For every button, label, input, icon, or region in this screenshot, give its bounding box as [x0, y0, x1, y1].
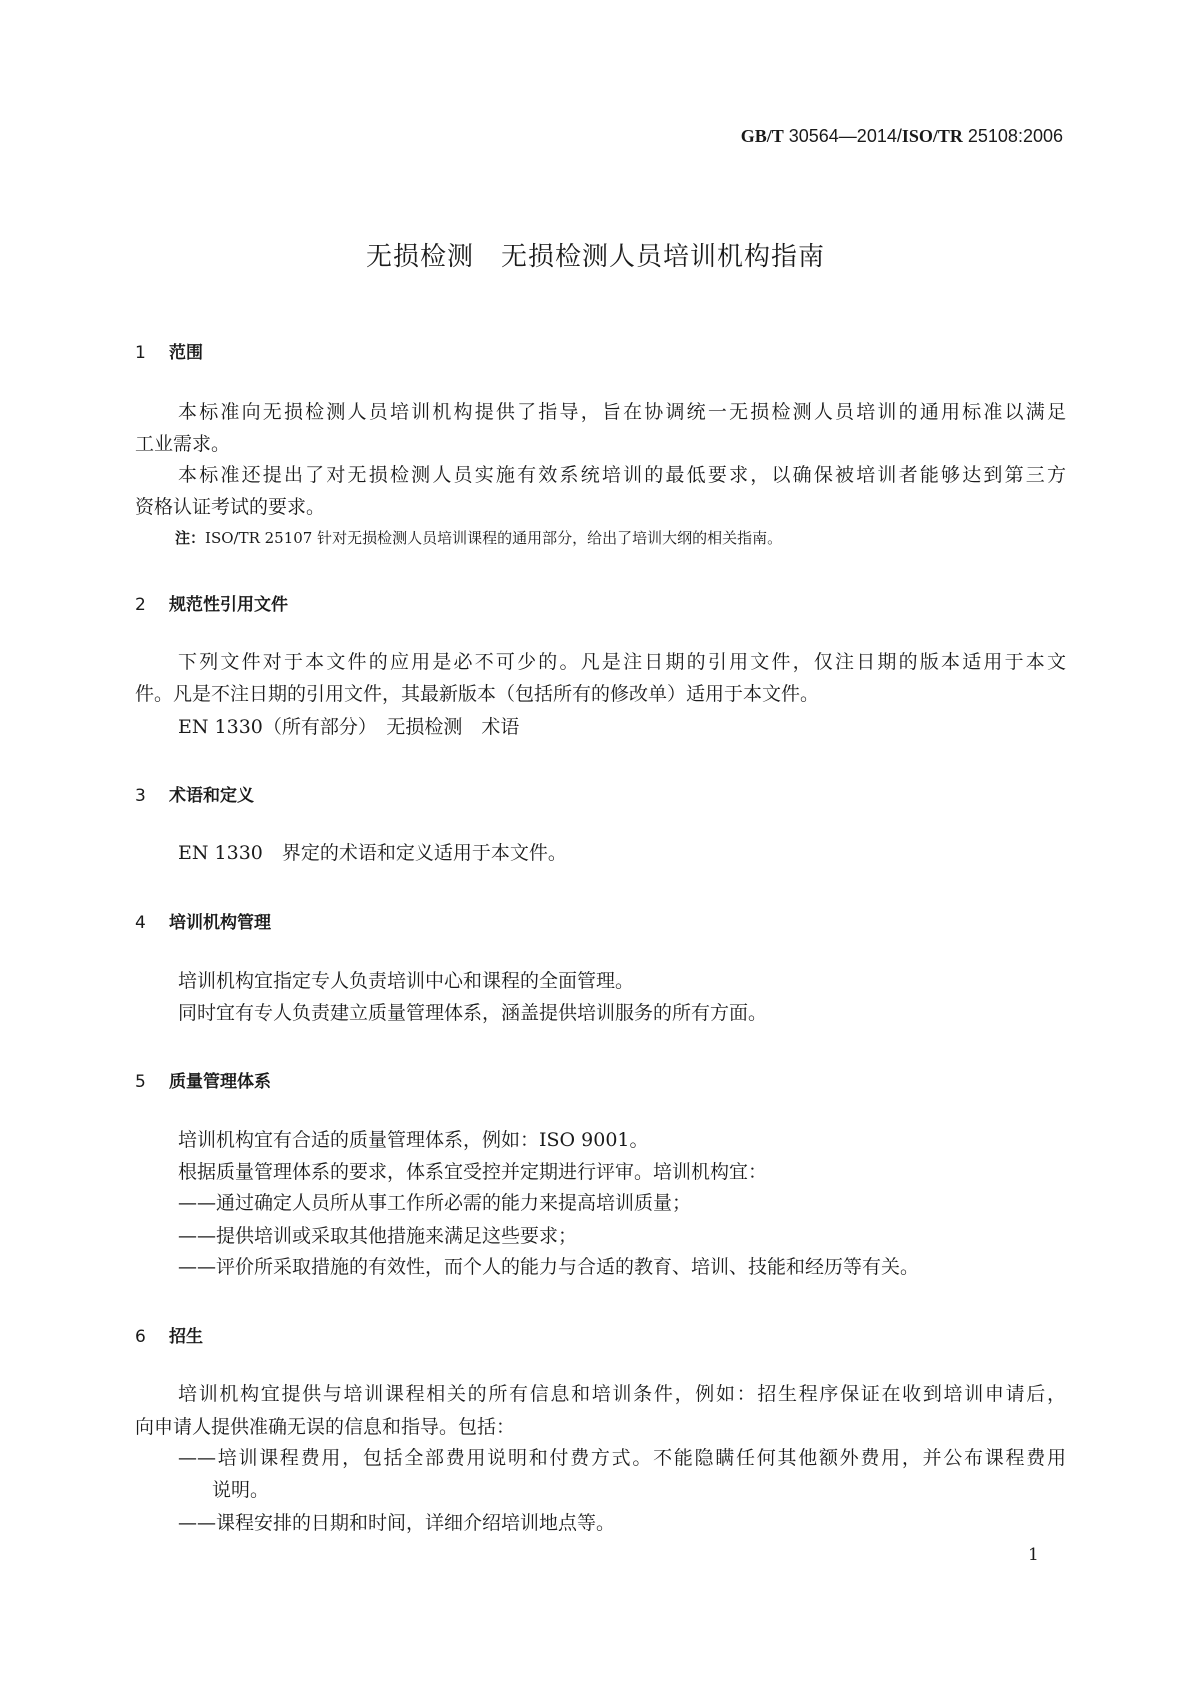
- paragraph-line: EN 1330 界定的术语和定义适用于本文件。: [178, 842, 567, 864]
- section-heading-5: 5 质量管理体系: [135, 1072, 271, 1092]
- paragraph-line: 培训机构宜提供与培训课程相关的所有信息和培训条件，例如：招生程序保证在收到培训申请后，: [178, 1383, 1066, 1405]
- standard-code-header: GB/T 30564—2014/ISO/TR 25108:2006: [740, 126, 1063, 146]
- list-item-continuation: 说明。: [212, 1479, 270, 1501]
- section-heading-4: 4 培训机构管理: [135, 913, 271, 933]
- list-item: ——提供培训或采取其他措施来满足这些要求；: [178, 1225, 578, 1247]
- list-item: ——培训课程费用，包括全部费用说明和付费方式。不能隐瞒任何其他额外费用，并公布课程费用: [178, 1447, 1066, 1469]
- paragraph-line: 培训机构宜指定专人负责培训中心和课程的全面管理。: [178, 970, 635, 992]
- section-heading-3: 3 术语和定义: [135, 786, 254, 806]
- section-heading-1: 1 范围: [135, 343, 203, 363]
- section-heading-2: 2 规范性引用文件: [135, 595, 288, 615]
- paragraph-line: 本标准还提出了对无损检测人员实施有效系统培训的最低要求，以确保被培训者能够达到第三方: [178, 464, 1066, 486]
- list-item: ——课程安排的日期和时间，详细介绍培训地点等。: [178, 1512, 616, 1534]
- section-heading-6: 6 招生: [135, 1327, 203, 1347]
- paragraph-line: 下列文件对于本文件的应用是必不可少的。凡是注日期的引用文件，仅注日期的版本适用于本文: [178, 651, 1066, 673]
- paragraph-line: 资格认证考试的要求。: [135, 496, 326, 518]
- paragraph-line: 培训机构宜有合适的质量管理体系，例如：ISO 9001。: [178, 1129, 649, 1151]
- paragraph-line: 工业需求。: [135, 433, 231, 455]
- reference-item: EN 1330（所有部分） 无损检测 术语: [178, 716, 520, 738]
- paragraph-line: 同时宜有专人负责建立质量管理体系，涵盖提供培训服务的所有方面。: [178, 1002, 768, 1024]
- list-item: ——通过确定人员所从事工作所必需的能力来提高培训质量；: [178, 1192, 692, 1214]
- page-number: 1: [1028, 1545, 1039, 1565]
- note: 注：ISO/TR 25107 针对无损检测人员培训课程的通用部分，给出了培训大纲的相关指南。: [175, 529, 783, 547]
- document-title: 无损检测 无损检测人员培训机构指南: [365, 242, 825, 272]
- paragraph-line: 根据质量管理体系的要求，体系宜受控并定期进行评审。培训机构宜：: [178, 1161, 768, 1183]
- paragraph-line: 件。凡是不注日期的引用文件，其最新版本（包括所有的修改单）适用于本文件。: [135, 683, 820, 705]
- paragraph-line: 向申请人提供准确无误的信息和指导。包括：: [135, 1416, 516, 1438]
- list-item: ——评价所采取措施的有效性，而个人的能力与合适的教育、培训、技能和经历等有关。: [178, 1256, 920, 1278]
- paragraph-line: 本标准向无损检测人员培训机构提供了指导，旨在协调统一无损检测人员培训的通用标准以满足: [178, 401, 1066, 423]
